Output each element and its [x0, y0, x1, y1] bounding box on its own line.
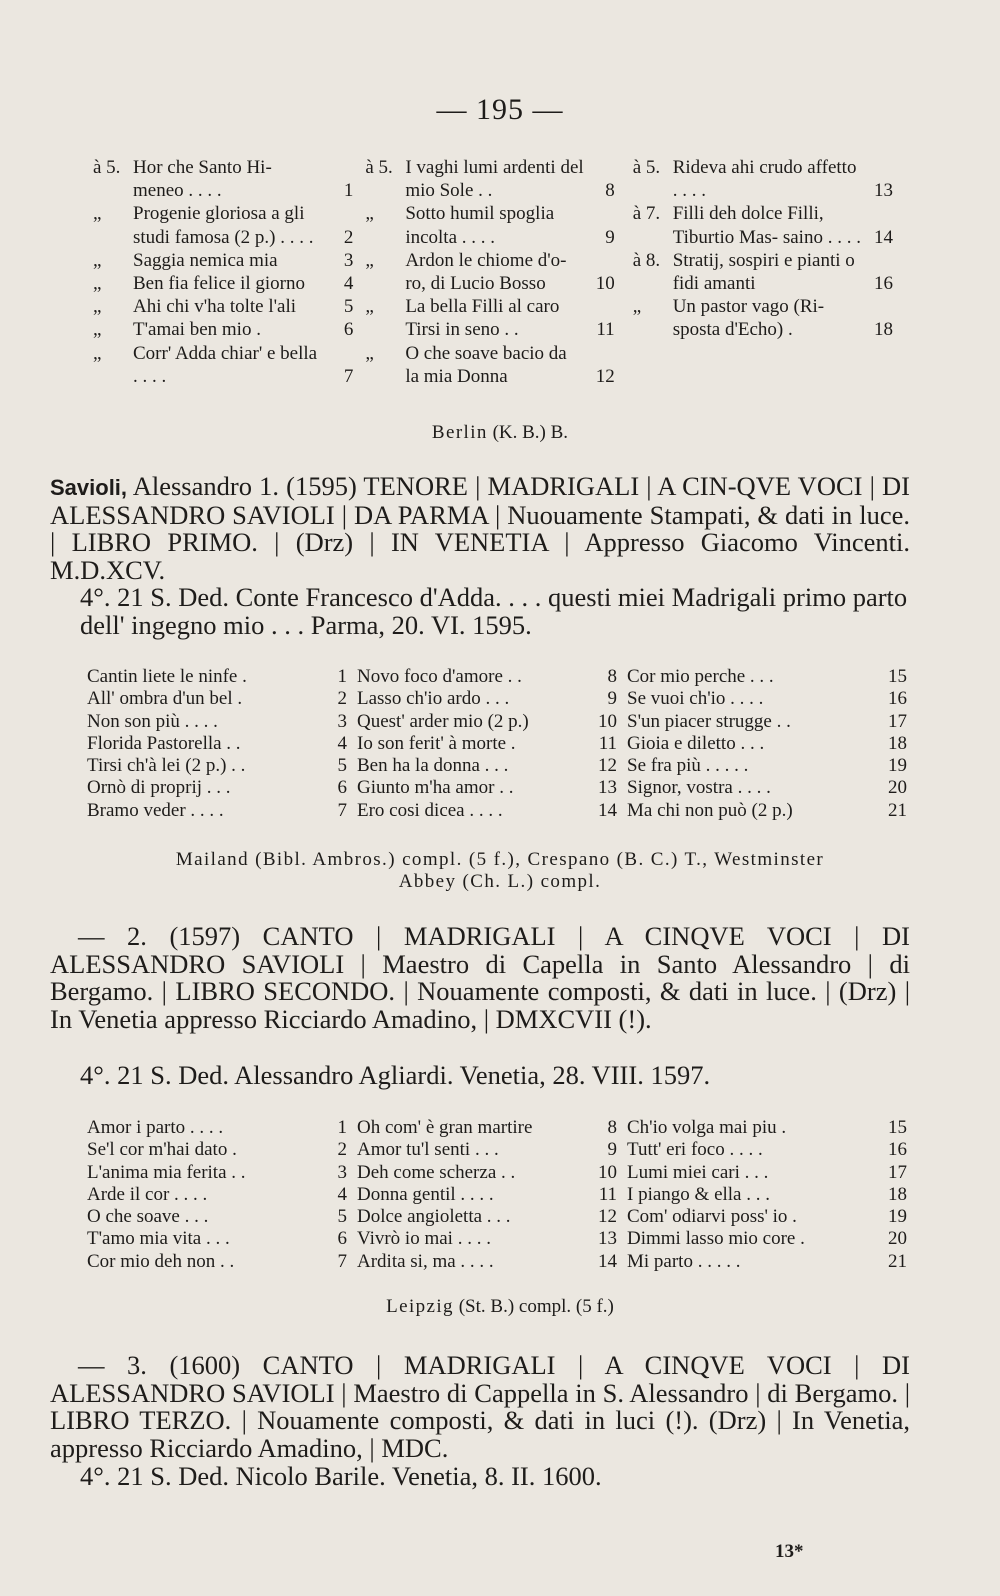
toc-title: Saggia nemica mia: [133, 249, 278, 271]
song-title: L'anima mia ferita . .: [87, 1161, 246, 1183]
list-item: [357, 1251, 627, 1273]
song-title: Mi parto . . . . .: [627, 1250, 741, 1272]
song-number: 7: [337, 1250, 347, 1272]
song-title: Se fra più . . . . .: [627, 755, 749, 777]
song-title: Ma chi non può (2 p.): [627, 799, 793, 821]
song-number: 3: [337, 1161, 347, 1183]
list-item: [627, 688, 907, 710]
toc-number: 4: [343, 273, 354, 295]
toc-number: 14: [874, 226, 893, 248]
list-item: [87, 777, 357, 799]
song-number: 4: [337, 1183, 347, 1205]
list-item: [87, 1251, 357, 1273]
song-number: 14: [598, 799, 617, 821]
toc-entry: [365, 342, 614, 388]
toc-entry: [93, 202, 353, 248]
song-title: Florida Pastorella . .: [87, 732, 241, 754]
toc-title: Sotto humil spoglia incolta . . . .: [405, 203, 555, 248]
song-title: Ero cosi dicea . . . .: [357, 799, 503, 821]
song-title: Lasso ch'io ardo . . .: [357, 688, 510, 710]
toc-title: Hor che Santo Hi- meneo . . . .: [133, 157, 272, 202]
list-item: [357, 711, 627, 733]
song-number: 14: [598, 1250, 617, 1272]
song-title: Ch'io volga mai piu .: [627, 1117, 787, 1138]
list-item: [87, 1162, 357, 1184]
list-item: [357, 733, 627, 755]
toc-entry: [633, 295, 893, 341]
toc-entry: [93, 156, 353, 202]
contents-column: [357, 1117, 627, 1273]
entry-3-title: — 3. (1600) CANTO | MADRIGALI | A CINQVE VOCI | DI ALESSANDRO SAVIOLI | Maestro di Cappella in S. Alessandro | di Bergamo. | LIBRO TERZO. | Nouamente composti, & dati in luci (!). (Drz) | In Venetia, appresso Ricciardo Amadino, | MDC.: [50, 1350, 910, 1463]
song-title: Amor tu'l senti . . .: [357, 1139, 499, 1161]
song-title: Gioia e diletto . . .: [627, 732, 765, 754]
toc-entry: [633, 156, 893, 202]
list-item: [87, 1139, 357, 1161]
toc-number: 5: [343, 296, 354, 318]
song-number: 5: [337, 1206, 347, 1228]
contents-column: [87, 1117, 357, 1273]
song-title: Ardita si, ma . . . .: [357, 1250, 494, 1272]
toc-prefix: „: [93, 249, 102, 271]
song-title: Deh come scherza . .: [357, 1161, 516, 1183]
entry-2-title: — 2. (1597) CANTO | MADRIGALI | A CINQVE VOCI | DI ALESSANDRO SAVIOLI | Maestro di Capella in Santo Alessandro | di Bergamo. | LIBRO SECONDO. | Nouamente composti, & dati in luce. | (Drz) | In Venetia appresso Ricciardo Amadino, | DMXCVII (!).: [50, 921, 910, 1034]
list-item: [87, 1184, 357, 1206]
song-number: 15: [888, 1117, 907, 1138]
toc-entry: [93, 318, 353, 341]
song-number: 16: [888, 1139, 907, 1161]
list-item: [627, 1184, 907, 1206]
song-number: 11: [598, 1183, 617, 1205]
song-title: T'amo mia vita . . .: [87, 1228, 230, 1250]
toc-prefix: à 5.: [365, 157, 393, 178]
toc-column-3: [633, 156, 893, 388]
toc-column-1: [93, 156, 353, 388]
list-item: [87, 666, 357, 688]
list-item: [357, 688, 627, 710]
list-item: [87, 755, 357, 777]
list-item: [357, 1117, 627, 1139]
song-number: 13: [598, 1228, 617, 1250]
song-title: Ornò di proprij . . .: [87, 777, 231, 799]
toc-entry: [365, 249, 614, 295]
song-number: 17: [888, 710, 907, 732]
toc-number: 8: [605, 180, 615, 202]
entry-text: Alessandro 1. (1595) TENORE | MADRIGALI | A CIN-QVE VOCI | DI ALESSANDRO SAVIOLI | DA PARMA | Nuouamente Stampati, & dati in luce. | LIBRO PRIMO. | (Drz) | IN VENETIA | Appresso Giacomo Vincenti. M.D.XCV.: [50, 471, 910, 585]
toc-title: Ahi chi v'ha tolte l'ali: [133, 296, 297, 318]
toc-entry: [93, 295, 353, 318]
song-title: Amor i parto . . . .: [87, 1117, 224, 1138]
page-number: — 195 —: [436, 93, 564, 126]
song-title: Dolce angioletta . . .: [357, 1206, 511, 1228]
song-title: Cor mio perche . . .: [627, 666, 774, 687]
list-item: [627, 1139, 907, 1161]
song-number: 18: [888, 732, 907, 754]
entry-1-title: [50, 473, 910, 584]
toc-prefix: „: [93, 273, 102, 295]
list-item: [627, 1117, 907, 1139]
toc-prefix: à 5.: [93, 157, 121, 178]
list-item: [357, 800, 627, 822]
song-number: 6: [337, 1228, 347, 1250]
toc-prefix: „: [93, 203, 102, 225]
toc-title: Un pastor vago (Ri- sposta d'Echo) .: [672, 296, 825, 341]
song-title: Lumi miei cari . . .: [627, 1161, 769, 1183]
toc-prefix: „: [365, 249, 374, 271]
song-number: 3: [337, 710, 347, 732]
toc-title: Ardon le chiome d'o- ro, di Lucio Bosso: [405, 249, 567, 295]
toc-number: 7: [343, 365, 354, 387]
song-title: Signor, vostra . . . .: [627, 777, 771, 799]
song-title: Oh com' è gran martire: [357, 1117, 533, 1138]
song-title: Se vuoi ch'io . . . .: [627, 688, 764, 710]
song-number: 4: [337, 732, 347, 754]
toc-prefix: à 8.: [632, 249, 661, 271]
list-item: [87, 800, 357, 822]
toc-title: Filli deh dolce Filli, Tiburtio Mas- saino . . . .: [672, 203, 861, 248]
library-location-1: [0, 422, 1000, 444]
list-item: [627, 1162, 907, 1184]
song-title: Com' odiarvi poss' io .: [627, 1206, 797, 1228]
list-item: [87, 1206, 357, 1228]
song-number: 6: [337, 777, 347, 799]
list-item: [357, 755, 627, 777]
toc-entry: [93, 342, 353, 388]
contents-column: [627, 1117, 907, 1273]
author-name: Savioli,: [50, 475, 128, 500]
toc-title: Ben fia felice il giorno: [133, 273, 305, 295]
list-item: [627, 666, 907, 688]
toc-number: 1: [343, 180, 354, 202]
library-city: Leipzig: [386, 1296, 454, 1317]
list-item: [627, 1206, 907, 1228]
list-item: [357, 1228, 627, 1250]
toc-entry: [93, 249, 353, 272]
entry-1-dedication: 4°. 21 S. Ded. Conte Francesco d'Adda. . . . questi miei Madrigali primo parto dell' ingegno mio . . . Parma, 20. VI. 1595.: [80, 582, 908, 640]
list-item: [357, 1139, 627, 1161]
song-number: 1: [337, 666, 347, 687]
song-title: Donna gentil . . . .: [357, 1183, 494, 1205]
toc-entry: [365, 295, 614, 341]
toc-prefix: „: [365, 296, 374, 318]
song-title: Arde il cor . . . .: [87, 1183, 208, 1205]
toc-number: 3: [343, 249, 354, 271]
list-item: [87, 1117, 357, 1139]
song-number: 19: [888, 755, 907, 777]
contents-column: [87, 666, 357, 822]
toc-title: O che soave bacio da la mia Donna: [405, 342, 567, 387]
toc-number: 2: [343, 226, 354, 248]
toc-entry: [633, 249, 893, 295]
signature-mark: 13*: [775, 1541, 804, 1562]
song-number: 18: [888, 1183, 907, 1205]
list-item: [357, 1162, 627, 1184]
song-number: 16: [888, 688, 907, 710]
toc-number: 9: [605, 226, 615, 248]
library-city: Berlin: [431, 422, 488, 443]
list-item: [627, 777, 907, 799]
song-title: I piango & ella . . .: [627, 1183, 770, 1205]
song-number: 15: [888, 666, 907, 687]
contents-table-2: [87, 1117, 907, 1273]
toc-number: 6: [343, 319, 354, 341]
list-item: [627, 1251, 907, 1273]
song-number: 20: [888, 777, 907, 799]
song-number: 19: [888, 1206, 907, 1228]
song-number: 13: [598, 777, 617, 799]
toc-prefix: „: [632, 296, 642, 318]
toc-title: Stratij, sospiri e pianti o fidi amanti: [672, 249, 855, 295]
list-item: [87, 711, 357, 733]
toc-title: T'amai ben mio .: [133, 319, 261, 341]
toc-prefix: „: [93, 319, 102, 341]
song-title: All' ombra d'un bel .: [87, 688, 243, 710]
toc-entry: [633, 202, 893, 248]
song-title: Novo foco d'amore . .: [357, 666, 522, 687]
song-title: Quest' arder mio (2 p.): [357, 710, 529, 732]
song-title: Giunto m'ha amor . .: [357, 777, 514, 799]
toc-column-2: [365, 156, 614, 388]
toc-number: 16: [874, 273, 893, 295]
toc-number: 18: [874, 319, 893, 341]
toc-prefix: à 5.: [632, 157, 661, 178]
song-number: 12: [598, 1206, 617, 1228]
contents-column: [627, 666, 907, 822]
song-number: 9: [607, 1139, 617, 1161]
toc-number: 10: [595, 273, 615, 295]
list-item: [357, 1184, 627, 1206]
song-number: 20: [888, 1228, 907, 1250]
song-title: Se'l cor m'hai dato .: [87, 1139, 237, 1161]
toc-title: Rideva ahi crudo affetto . . . .: [672, 157, 857, 202]
song-title: Cantin liete le ninfe .: [87, 666, 247, 687]
toc-title: I vaghi lumi ardenti del mio Sole . .: [405, 157, 584, 202]
library-location-2-cont: Abbey (Ch. L.) compl.: [398, 871, 602, 892]
toc-top: [93, 156, 893, 388]
list-item: [357, 1206, 627, 1228]
song-title: Non son più . . . .: [87, 710, 218, 732]
list-item: [627, 711, 907, 733]
song-title: Tutt' eri foco . . . .: [627, 1139, 763, 1161]
song-title: Dimmi lasso mio core .: [627, 1228, 805, 1250]
song-number: 9: [607, 688, 617, 710]
song-number: 7: [337, 799, 347, 821]
toc-entry: [365, 202, 614, 248]
library-location-3: [0, 1296, 1000, 1318]
toc-prefix: „: [365, 342, 374, 364]
song-title: Cor mio deh non . .: [87, 1250, 235, 1272]
song-title: Ben ha la donna . . .: [357, 755, 509, 777]
list-item: [627, 755, 907, 777]
song-number: 21: [888, 799, 907, 821]
song-number: 5: [337, 755, 347, 777]
toc-number: 11: [596, 319, 615, 341]
song-number: 8: [607, 666, 617, 687]
list-item: [87, 688, 357, 710]
toc-entry: [365, 156, 614, 202]
toc-prefix: „: [93, 342, 102, 364]
song-number: 1: [337, 1117, 347, 1138]
toc-entry: [93, 272, 353, 295]
song-number: 17: [888, 1161, 907, 1183]
song-number: 8: [607, 1117, 617, 1138]
list-item: [627, 800, 907, 822]
toc-prefix: „: [365, 203, 374, 225]
song-number: 2: [337, 688, 347, 710]
song-number: 10: [598, 710, 617, 732]
toc-title: La bella Filli al caro Tirsi in seno . .: [405, 296, 560, 341]
list-item: [627, 733, 907, 755]
list-item: [87, 1228, 357, 1250]
contents-column: [357, 666, 627, 822]
song-title: S'un piacer strugge . .: [627, 710, 791, 732]
song-number: 2: [337, 1139, 347, 1161]
song-number: 11: [598, 732, 617, 754]
song-title: Tirsi ch'à lei (2 p.) . .: [87, 755, 246, 777]
song-number: 12: [598, 755, 617, 777]
entry-3-dedication: 4°. 21 S. Ded. Nicolo Barile. Venetia, 8. II. 1600.: [80, 1461, 602, 1491]
toc-number: 12: [595, 365, 615, 387]
contents-table-1: [87, 666, 907, 822]
song-number: 21: [888, 1250, 907, 1272]
list-item: [357, 666, 627, 688]
library-holding: (St. B.) compl. (5 f.): [458, 1296, 614, 1317]
song-number: 10: [598, 1161, 617, 1183]
toc-prefix: à 7.: [632, 203, 661, 225]
toc-number: 13: [874, 180, 893, 202]
song-title: O che soave . . .: [87, 1206, 209, 1228]
toc-title: Progenie gloriosa a gli studi famosa (2 p.) . . . .: [133, 203, 314, 248]
entry-2-dedication: 4°. 21 S. Ded. Alessandro Agliardi. Venetia, 28. VIII. 1597.: [80, 1060, 711, 1090]
library-location-2: Mailand (Bibl. Ambros.) compl. (5 f.), Crespano (B. C.) T., Westminster: [175, 849, 825, 870]
list-item: [87, 733, 357, 755]
song-title: Vivrò io mai . . . .: [357, 1228, 491, 1250]
list-item: [357, 777, 627, 799]
list-item: [627, 1228, 907, 1250]
library-holding: (K. B.) B.: [492, 422, 569, 443]
song-title: Io son ferit' à morte .: [357, 732, 516, 754]
song-title: Bramo veder . . . .: [87, 799, 224, 821]
toc-title: Corr' Adda chiar' e bella . . . .: [133, 342, 318, 387]
toc-prefix: „: [93, 296, 102, 318]
